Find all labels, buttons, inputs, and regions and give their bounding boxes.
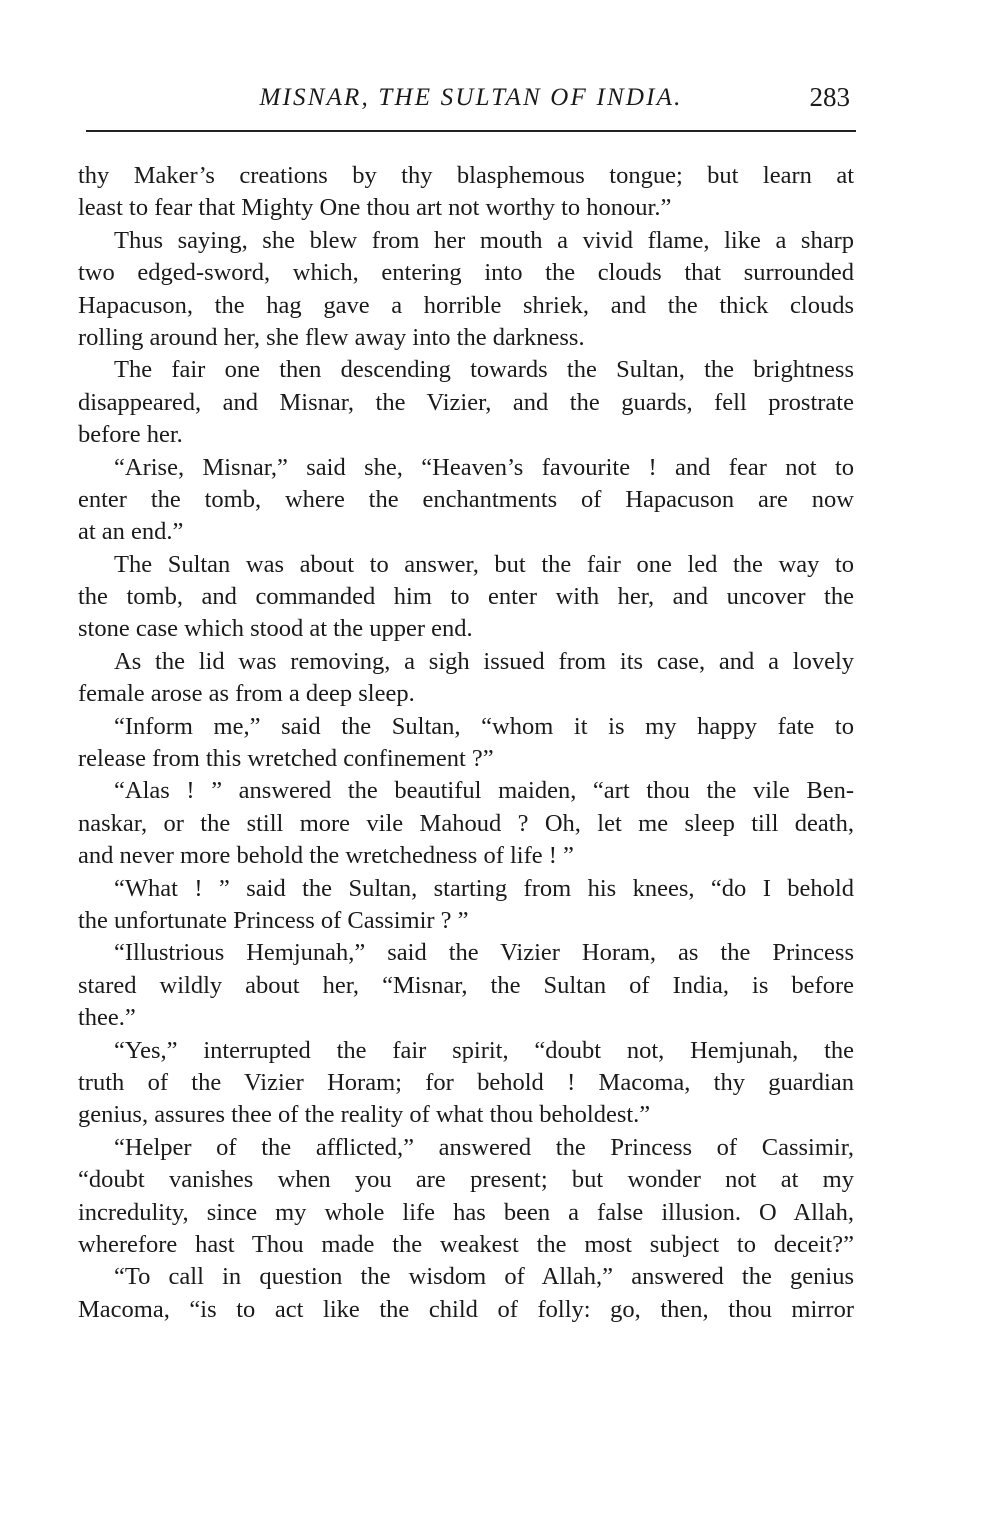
text-line: disappeared, and Misnar, the Vizier, and the guards, fell prostrate	[78, 388, 854, 416]
header-rule	[86, 130, 856, 132]
text-line: The Sultan was about to answer, but the fair one led the way to	[114, 550, 854, 578]
page-number: 283	[809, 82, 850, 112]
text-line: Macoma, “is to act like the child of folly: go, then, thou mirror	[78, 1295, 854, 1323]
text-line: “doubt vanishes when you are present; but wonder not at my	[78, 1166, 854, 1194]
text-line: “What ! ” said the Sultan, starting from his knees, “do I behold	[114, 874, 854, 902]
text-line: the tomb, and commanded him to enter with her, and uncover the	[78, 583, 854, 611]
text-line: “Arise, Misnar,” said she, “Heaven’s favourite ! and fear not to	[114, 453, 854, 481]
text-line: thee.”	[78, 1004, 136, 1032]
text-line: rolling around her, she flew away into the darkness.	[78, 323, 585, 351]
text-line: “Alas ! ” answered the beautiful maiden, “art thou the vile Ben-	[114, 777, 854, 805]
text-line: incredulity, since my whole life has been a false illusion. O Allah,	[78, 1198, 854, 1226]
text-line: genius, assures thee of the reality of what thou beholdest.”	[78, 1101, 651, 1129]
text-line: stone case which stood at the upper end.	[78, 615, 473, 643]
running-title: MISNAR, THE SULTAN OF INDIA.	[259, 84, 683, 111]
text-line: “To call in question the wisdom of Allah,” answered the genius	[114, 1263, 854, 1291]
text-line: least to fear that Mighty One thou art not worthy to honour.”	[78, 194, 672, 222]
text-line: stared wildly about her, “Misnar, the Sultan of India, is before	[78, 971, 854, 999]
text-line: female arose as from a deep sleep.	[78, 680, 415, 708]
text-line: Thus saying, she blew from her mouth a vivid flame, like a sharp	[114, 226, 854, 254]
text-line: “Inform me,” said the Sultan, “whom it is my happy fate to	[114, 712, 854, 740]
text-line: As the lid was removing, a sigh issued from its case, and a lovely	[114, 647, 854, 675]
body-text	[78, 160, 854, 1326]
text-line: the unfortunate Princess of Cassimir ? ”	[78, 906, 469, 934]
text-line: “Illustrious Hemjunah,” said the Vizier Horam, as the Princess	[114, 939, 854, 967]
text-line: “Yes,” interrupted the fair spirit, “doubt not, Hemjunah, the	[114, 1036, 854, 1064]
text-line: release from this wretched confinement ?”	[78, 745, 494, 773]
text-line: “Helper of the afflicted,” answered the Princess of Cassimir,	[114, 1133, 854, 1161]
text-line: truth of the Vizier Horam; for behold ! Macoma, thy guardian	[78, 1068, 854, 1096]
text-line: enter the tomb, where the enchantments of Hapacuson are now	[78, 485, 854, 513]
page-header	[86, 80, 856, 120]
text-line: two edged-sword, which, entering into the clouds that surrounded	[78, 259, 854, 287]
text-line: The fair one then descending towards the Sultan, the brightness	[114, 356, 854, 384]
text-line: before her.	[78, 421, 183, 449]
text-line: Hapacuson, the hag gave a horrible shriek, and the thick clouds	[78, 291, 854, 319]
text-line: and never more behold the wretchedness of life ! ”	[78, 842, 574, 870]
text-line: at an end.”	[78, 518, 184, 546]
text-line: naskar, or the still more vile Mahoud ? Oh, let me sleep till death,	[78, 809, 854, 837]
text-line: thy Maker’s creations by thy blasphemous tongue; but learn at	[78, 162, 854, 189]
text-line: wherefore hast Thou made the weakest the most subject to deceit?”	[78, 1230, 854, 1258]
